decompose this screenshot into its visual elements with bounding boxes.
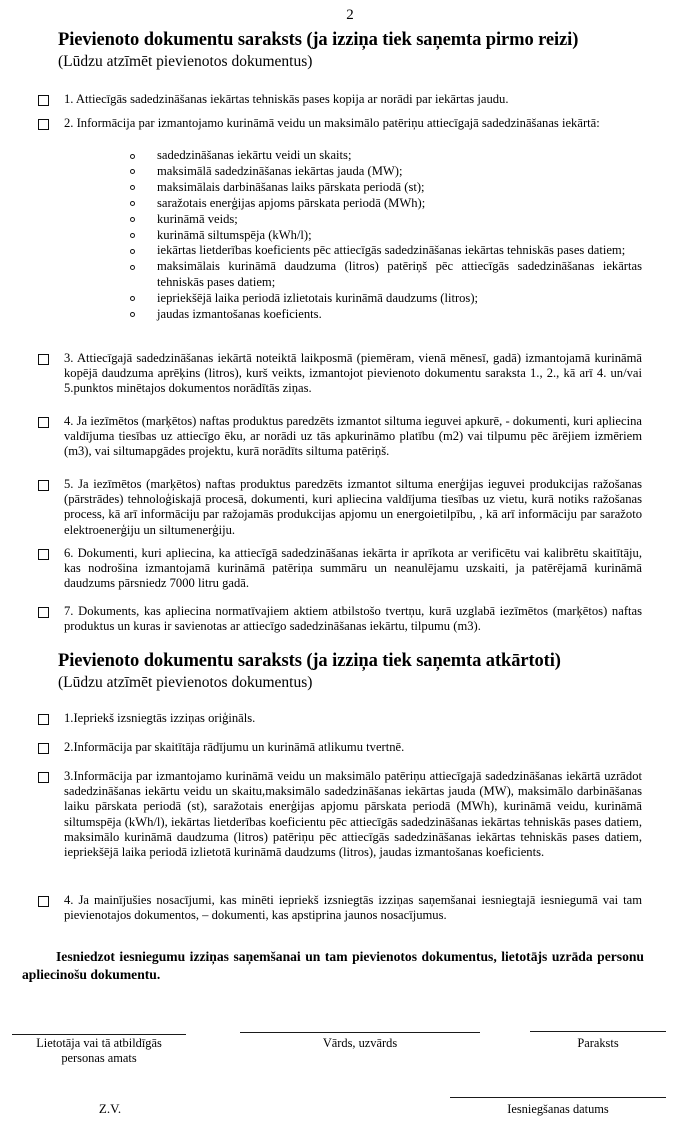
checklist-item-3[interactable] xyxy=(38,351,642,397)
circle-bullet-icon xyxy=(130,217,135,222)
seal-label: Z.V. xyxy=(98,1101,122,1116)
checklist-item-label: 5. Ja iezīmētos (marķētos) naftas produktus paredzēts izmantot siltuma enerģijas ieguvei produkcijas ražošanas (pārstrādes) tehnoloģiskajā procesā, dokumenti, kuri apliecina valdījuma tiesības uz vietu, kurā notiks ražošanas process, kā arī informāciju par ražojamās produkcijas apjomu un energoietilpību, , kā arī informāciju par saražoto elektroenerģiju un siltumenerģiju. xyxy=(64,477,642,537)
circle-bullet-icon xyxy=(130,265,135,270)
checkbox-icon[interactable] xyxy=(38,417,49,428)
circle-bullet-icon xyxy=(130,296,135,301)
circle-bullet-icon xyxy=(130,201,135,206)
repeat-checklist-item-2[interactable] xyxy=(38,740,642,755)
list-item xyxy=(130,148,642,163)
date-label: Iesniegšanas datums xyxy=(507,1102,609,1116)
circle-bullet-icon xyxy=(130,249,135,254)
list-item xyxy=(130,243,642,258)
circle-bullet-icon xyxy=(130,169,135,174)
first-section-heading-block xyxy=(58,29,658,71)
list-item xyxy=(130,228,642,243)
checklist-item-label: 1.Iepriekš izsniegtās izziņas oriģināls. xyxy=(64,711,256,725)
checklist-item-4[interactable] xyxy=(38,414,642,460)
list-item-label: jaudas izmantošanas koeficients. xyxy=(157,306,322,321)
list-item xyxy=(130,180,642,195)
closing-statement: Iesniedzot iesniegumu izziņas saņemšanai un tam pievienotos dokumentus, lietotājs uzrāda personu apliecinošu dokumentu. xyxy=(22,949,644,982)
circle-bullet-icon xyxy=(130,312,135,317)
name-label: Vārds, uzvārds xyxy=(322,1036,398,1050)
signature-signature-line xyxy=(530,1031,666,1032)
checklist-item-2[interactable] xyxy=(38,116,642,131)
checkbox-icon[interactable] xyxy=(38,743,49,754)
repeat-checklist-item-1[interactable] xyxy=(38,711,642,726)
list-item xyxy=(130,259,642,290)
checkbox-icon[interactable] xyxy=(38,896,49,907)
checklist-item-7[interactable] xyxy=(38,604,642,634)
repeat-checklist-item-4[interactable] xyxy=(38,893,642,923)
position-signature-line xyxy=(12,1034,186,1035)
repeat-section-heading-block xyxy=(58,650,658,692)
checkbox-icon[interactable] xyxy=(38,354,49,365)
list-item xyxy=(130,307,642,322)
list-item-label: iekārtas lietderības koeficients pēc attiecīgās sadedzināšanas iekārtas tehniskās pases datiem; xyxy=(157,243,626,258)
list-item-label: kurināmā veids; xyxy=(157,211,238,226)
repeat-section-heading: Pievienoto dokumentu saraksts (ja izziņa tiek saņemta atkārtoti) xyxy=(58,651,561,671)
checklist-item-label: 4. Ja mainījušies nosacījumi, kas minēti iepriekš izsniegtās izziņas saņemšanai iesniegtajā iesniegumā vai tam pievienotajos dokumentos, – dokumenti, kas apstiprina jaunos nosacījumus. xyxy=(64,893,642,923)
name-signature-line xyxy=(240,1032,480,1033)
checkbox-icon[interactable] xyxy=(38,772,49,783)
checkbox-icon[interactable] xyxy=(38,607,49,618)
list-item-label: saražotais enerģijas apjoms pārskata periodā (MWh); xyxy=(157,195,426,210)
checklist-item-label: 2.Informācija par skaitītāja rādījumu un kurināmā atlikumu tvertnē. xyxy=(64,740,405,754)
repeat-section-subheading: (Lūdzu atzīmēt pievienotos dokumentus) xyxy=(58,674,313,691)
checkbox-icon[interactable] xyxy=(38,480,49,491)
list-item-label: iepriekšējā laika periodā izlietotais kurināmā daudzums (litros); xyxy=(157,290,479,305)
list-item xyxy=(130,196,642,211)
page-number: 2 xyxy=(346,7,354,23)
checkbox-icon[interactable] xyxy=(38,119,49,130)
checklist-item-label: 6. Dokumenti, kuri apliecina, ka attiecīgā sadedzināšanas iekārta ir aprīkota ar verificētu vai kalibrētu skaitītāju, kas nodrošina izmantojamā kurināmā patēriņa summāru un neanulējamu uzskaiti, ja patērējamā kurināmā daudzums pārsniedz 7000 litru gadā. xyxy=(64,546,642,591)
position-label-line2: personas amats xyxy=(61,1051,137,1065)
checklist-item-label: 3.Informācija par izmantojamo kurināmā veidu un maksimālo patēriņu attiecīgajā sadedzināšanas iekārtā uzrādot sadedzināšanas iekārtu veidu un skaitu,maksimālo sadedzināšanas iekārtas jauda (MW), maksimālo darbināšanas laiku pārskata periodā (st), saražotais enerģijas apjomu pārskata periodā (MWh), kurināmā veidu, kurināmā siltumspēja (kWh/l), iekārtas lietderības koeficientu pēc attiecīgās sadedzināšanas iekārtas tehniskās pases datiem, maksimālo kurināmā daudzuma (litros) patēriņu pēc attiecīgās sadedzināšanas iekārtas tehniskās pases datiem, iepriekšējā laika periodā izlietotā kurināmā daudzums (litros), jaudas izmantošanas koeficients. xyxy=(64,769,642,860)
list-item-label: maksimālā sadedzināšanas iekārtas jauda (MW); xyxy=(157,163,403,178)
repeat-checklist-item-3[interactable] xyxy=(38,769,642,860)
list-item-label: sadedzināšanas iekārtu veidi un skaits; xyxy=(157,148,352,162)
first-section-heading: Pievienoto dokumentu saraksts (ja izziņa tiek saņemta pirmo reizi) xyxy=(58,30,579,50)
date-signature-line xyxy=(450,1097,666,1098)
checklist-item-label: 3. Attiecīgajā sadedzināšanas iekārtā noteiktā laikposmā (piemēram, vienā mēnesī, gadā) izmantojamā kurināmā kopējā daudzuma aprēķins (litros), kurš veikts, izmantojot pievienoto dokumentu saraksta 1., 2., kā arī 4. un/vai 5.punktos minētajos dokumentos norādītās ziņas. xyxy=(64,351,642,396)
list-item-label: maksimālais darbināšanas laiks pārskata periodā (st); xyxy=(157,179,425,194)
checklist-item-5[interactable] xyxy=(38,477,642,538)
list-item-label: maksimālais kurināmā daudzuma (litros) patēriņš pēc attiecīgās sadedzināšanas iekārtas tehniskās pases datiem; xyxy=(157,259,642,289)
checklist-item-1[interactable] xyxy=(38,92,642,107)
checklist-item-label: 2. Informācija par izmantojamo kurināmā veidu un maksimālo patēriņu attiecīgajā sadedzināšanas iekārtā: xyxy=(64,116,600,130)
checkbox-icon[interactable] xyxy=(38,95,49,106)
circle-bullet-icon xyxy=(130,185,135,190)
list-item xyxy=(130,164,642,179)
circle-bullet-icon xyxy=(130,233,135,238)
position-label-line1: Lietotāja vai tā atbildīgās xyxy=(36,1036,162,1050)
signature-label: Paraksts xyxy=(577,1036,619,1050)
checkbox-icon[interactable] xyxy=(38,549,49,560)
list-item-label: kurināmā siltumspēja (kWh/l); xyxy=(157,227,312,242)
checklist-item-label: 7. Dokuments, kas apliecina normatīvajiem aktiem atbilstošo tvertņu, kurā uzglabā iezīmētos (marķētos) naftas produktus un kuras ir savienotas ar attiecīgo sadedzināšanas iekārtu, tilpumu (m3). xyxy=(64,604,642,634)
list-item xyxy=(130,212,642,227)
list-item xyxy=(130,291,642,306)
first-section-subheading: (Lūdzu atzīmēt pievienotos dokumentus) xyxy=(58,53,313,70)
checklist-item-label: 4. Ja iezīmētos (marķētos) naftas produktus paredzēts izmantot siltuma ieguvei apkurē, - dokumenti, kuri apliecina valdījuma tiesības uz attiecīgo ēku, ar norādi uz tās apkurināmo platību (m2) vai tilpumu pēc ārējiem izmēriem (m3), vai siltumapgādes projektu, kurā norādīts siltuma patēriņš. xyxy=(64,414,642,459)
circle-bullet-icon xyxy=(130,154,135,159)
checklist-item-label: 1. Attiecīgās sadedzināšanas iekārtas tehniskās pases kopija ar norādi par iekārtas jaudu. xyxy=(64,92,509,106)
checkbox-icon[interactable] xyxy=(38,714,49,725)
checklist-item-6[interactable] xyxy=(38,546,642,592)
checklist-item-2-sublist xyxy=(130,148,642,322)
